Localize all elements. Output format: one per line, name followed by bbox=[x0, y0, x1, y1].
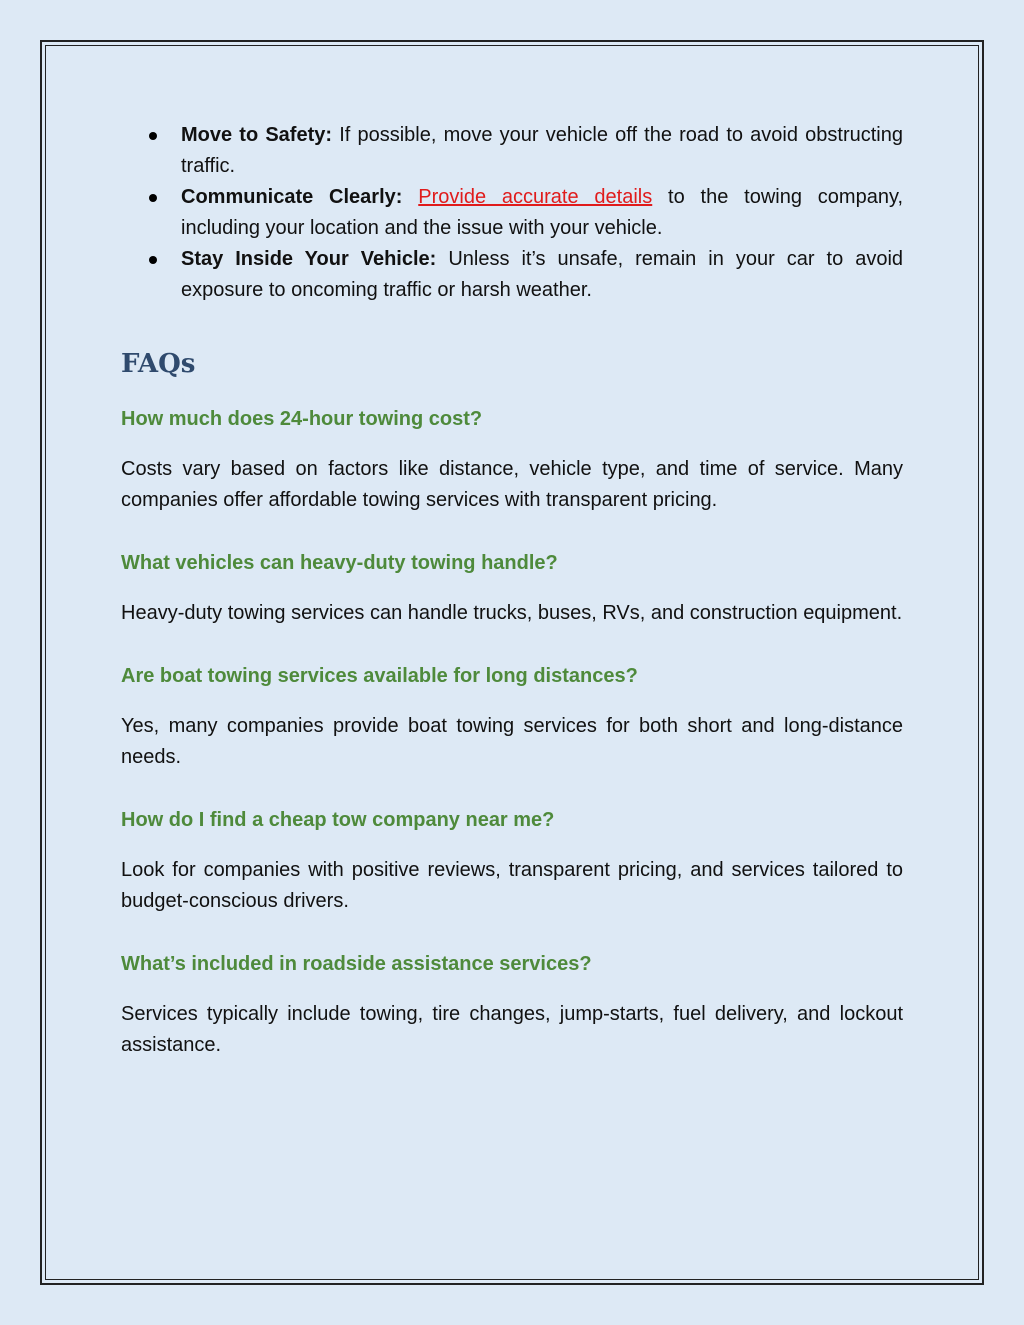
faq-item bbox=[121, 404, 903, 516]
bullet-text: Unless it’s unsafe, remain in your car to avoid exposure to oncoming traffic or harsh weather. bbox=[181, 248, 904, 301]
bullet-dot-icon bbox=[149, 132, 157, 140]
bullet-dot-icon bbox=[149, 194, 157, 202]
faq-item bbox=[121, 805, 903, 917]
faq-question: How do I find a cheap tow company near me? bbox=[121, 809, 555, 831]
document-content bbox=[121, 120, 903, 1061]
bullet-lead: Communicate Clearly: bbox=[181, 186, 403, 208]
accurate-details-link[interactable]: Provide accurate details bbox=[418, 186, 653, 208]
faq-heading: FAQs bbox=[121, 349, 196, 379]
faq-answer: Yes, many companies provide boat towing services for both short and long-distance needs. bbox=[121, 715, 903, 768]
bullet-lead: Stay Inside Your Vehicle: bbox=[181, 248, 437, 270]
faq-answer: Look for companies with positive reviews, transparent pricing, and services tailored to budget-conscious drivers. bbox=[121, 859, 903, 912]
faq-question: What’s included in roadside assistance services? bbox=[121, 953, 592, 975]
safety-tips-list bbox=[121, 120, 903, 306]
bullet-stay-inside-vehicle bbox=[181, 244, 903, 306]
faq-question: Are boat towing services available for long distances? bbox=[121, 665, 638, 687]
faq-item bbox=[121, 661, 903, 773]
bullet-move-to-safety bbox=[181, 120, 903, 182]
faq-question: What vehicles can heavy-duty towing handle? bbox=[121, 552, 558, 574]
faq-list bbox=[121, 404, 903, 1061]
bullet-text: to the towing company, including your location and the issue with your vehicle. bbox=[181, 186, 904, 239]
faq-answer: Heavy-duty towing services can handle trucks, buses, RVs, and construction equipment. bbox=[121, 602, 903, 624]
faq-answer: Costs vary based on factors like distance, vehicle type, and time of service. Many companies offer affordable towing services with transparent pricing. bbox=[121, 458, 903, 511]
faq-item bbox=[121, 548, 903, 629]
bullet-text: If possible, move your vehicle off the road to avoid obstructing traffic. bbox=[181, 124, 903, 177]
bullet-lead: Move to Safety: bbox=[181, 124, 333, 146]
faq-question: How much does 24-hour towing cost? bbox=[121, 408, 483, 430]
bullet-dot-icon bbox=[149, 256, 157, 264]
faq-item bbox=[121, 949, 903, 1061]
faq-answer: Services typically include towing, tire changes, jump-starts, fuel delivery, and lockout assistance. bbox=[121, 1003, 903, 1056]
bullet-communicate-clearly bbox=[181, 182, 903, 244]
